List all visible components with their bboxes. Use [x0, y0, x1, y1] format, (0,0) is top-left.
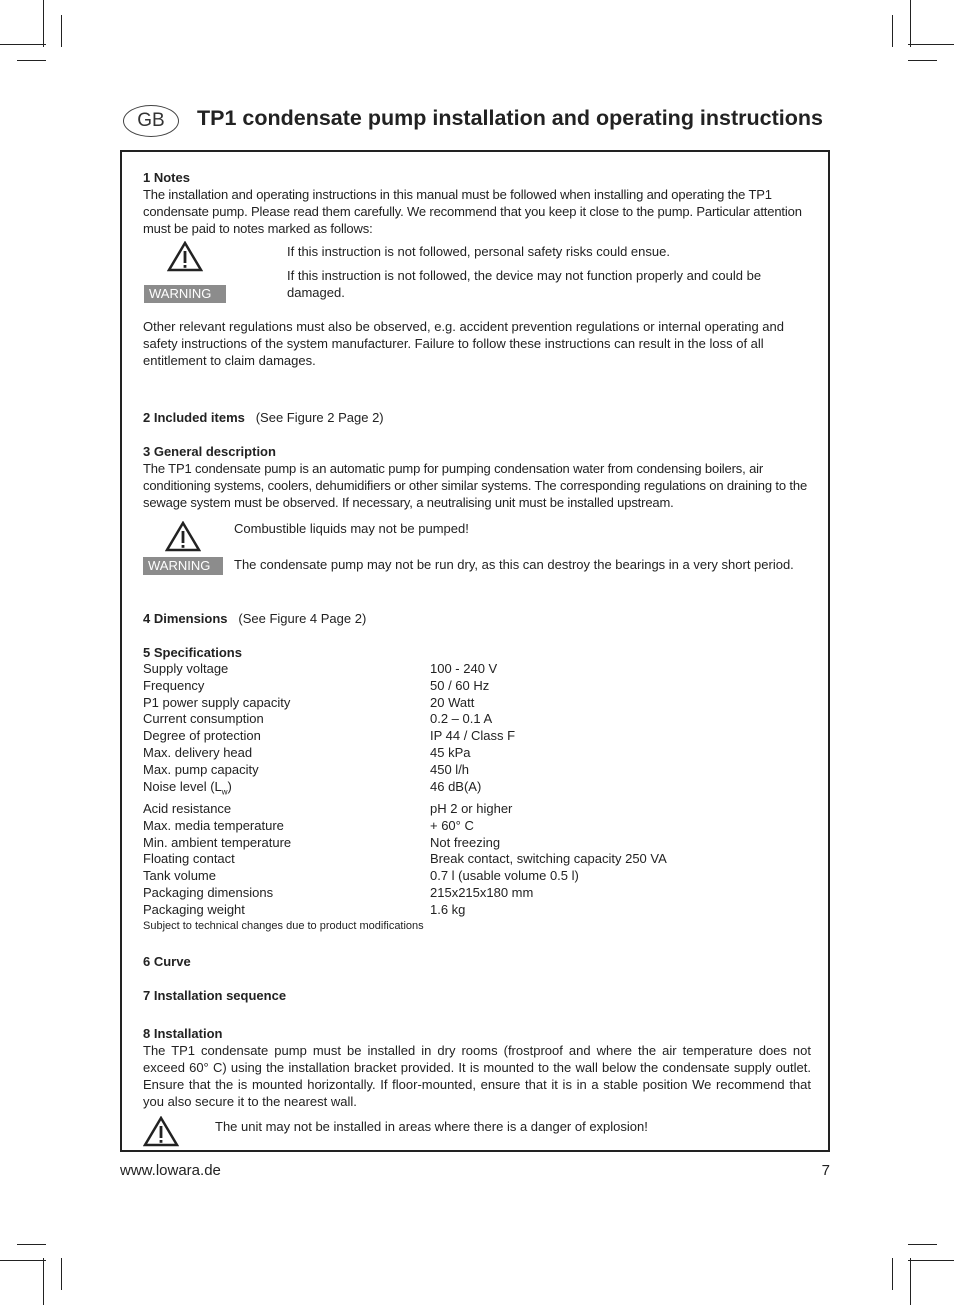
crop-mark — [908, 1260, 954, 1261]
spec-label: Frequency — [143, 677, 205, 693]
notes-other-regulations: Other relevant regulations must also be observed, e.g. accident prevention regulations or internal operating and safety instructions of the system manufacturer. Failure to follow these instructions can result in the loss of all entitlement to claim damages. — [143, 319, 784, 368]
spec-label: Packaging dimensions — [143, 884, 274, 900]
warning-box — [143, 511, 811, 591]
spec-label: Max. delivery head — [143, 744, 253, 760]
section-heading: 4 Dimensions — [143, 611, 228, 626]
spec-value: 20 Watt — [430, 694, 475, 710]
figure-reference: (See Figure 2 Page 2) — [255, 410, 384, 425]
spec-value: Break contact, switching capacity 250 VA — [430, 851, 667, 867]
page-number: 7 — [821, 1162, 830, 1179]
warning-label: WARNING — [144, 285, 226, 303]
specifications-table — [143, 661, 811, 919]
specifications-note: Subject to technical changes due to product modifications — [143, 919, 424, 932]
language-badge: GB — [123, 105, 179, 137]
warning-icon — [143, 1116, 179, 1147]
crop-mark — [43, 0, 44, 47]
installation-text: The TP1 condensate pump must be installed in dry rooms (frostproof and where the air temperature does not exceed 60° C) using the installation bracket provided. It is mounted to the wall below the condensate supply outlet. Ensure that the is mounted horizontally. If floor-mounted, ensure that it is in a stable position We recommend that you also secure it to the nearest wall. — [143, 1042, 811, 1109]
spec-value: 215x215x180 mm — [430, 884, 534, 900]
section-heading: 2 Included items — [143, 410, 245, 425]
crop-mark — [0, 44, 46, 45]
section-notes — [143, 169, 811, 369]
section-heading: 8 Installation — [143, 1025, 223, 1041]
warning-icon — [165, 521, 201, 552]
crop-mark — [17, 60, 46, 61]
section-heading-installation-sequence: 7 Installation sequence — [143, 987, 287, 1003]
spec-value: 45 kPa — [430, 744, 471, 760]
spec-label: Max. media temperature — [143, 817, 284, 833]
warning-text-combustible: Combustible liquids may not be pumped! — [234, 521, 469, 536]
spec-value: 0.2 – 0.1 A — [430, 711, 493, 727]
crop-mark — [17, 1244, 46, 1245]
section-general-description — [143, 443, 811, 591]
spec-label: Max. pump capacity — [143, 761, 259, 777]
section-installation — [143, 1025, 811, 1146]
crop-mark — [0, 1260, 46, 1261]
spec-label-end: ) — [227, 778, 232, 794]
warning-text-device: If this instruction is not followed, the device may not function properly and could be damaged. — [287, 268, 762, 300]
section-heading-curve: 6 Curve — [143, 953, 191, 969]
spec-label-noise — [143, 779, 430, 801]
warning-icon — [167, 241, 203, 272]
page-title: TP1 condensate pump installation and operating instructions — [197, 106, 823, 130]
crop-mark — [892, 1258, 893, 1290]
general-description-text: The TP1 condensate pump is an automatic pump for pumping condensation water from condensing boilers, air conditioning systems, coolers, dehumidifiers or other similar systems. The corresponding regulations on draining to the sewage system must be observed. If necessary, a neutralising unit must be installed upstream. — [143, 461, 808, 510]
spec-value: 1.6 kg — [430, 901, 466, 917]
section-specifications — [143, 644, 811, 934]
crop-mark — [43, 1258, 44, 1305]
section-heading: 1 Notes — [143, 170, 190, 185]
crop-mark — [61, 15, 62, 47]
figure-reference: (See Figure 4 Page 2) — [238, 611, 367, 626]
spec-label: Degree of protection — [143, 728, 261, 744]
warning-text-explosion: The unit may not be installed in areas where there is a danger of explosion! — [215, 1118, 648, 1134]
spec-value: + 60° C — [430, 817, 474, 833]
spec-label: Min. ambient temperature — [143, 834, 292, 850]
page-header — [123, 103, 843, 137]
warning-box — [143, 1110, 811, 1146]
warning-text-safety: If this instruction is not followed, personal safety risks could ensue. — [287, 244, 670, 259]
spec-value: IP 44 / Class F — [430, 728, 516, 744]
document-body — [143, 169, 811, 1146]
spec-label: P1 power supply capacity — [143, 694, 291, 710]
spec-value: 100 - 240 V — [430, 661, 498, 676]
warning-label: WARNING — [143, 557, 223, 575]
warning-text-dry-run: The condensate pump may not be run dry, as this can destroy the bearings in a very short period. — [234, 557, 794, 572]
spec-value: 50 / 60 Hz — [430, 677, 490, 693]
footer-website: www.lowara.de — [120, 1162, 221, 1179]
warning-box — [143, 237, 811, 311]
crop-mark — [908, 60, 937, 61]
notes-intro: The installation and operating instructions in this manual must be followed when installing and operating the TP1 condensate pump. Please read them carefully. We recommend that you keep it close to the pump. Particular attention must be paid to notes marked as follows: — [143, 187, 802, 236]
spec-value: 0.7 l (usable volume 0.5 l) — [430, 868, 579, 884]
spec-value: 450 l/h — [430, 761, 470, 777]
spec-label: Noise level (L — [143, 778, 222, 794]
crop-mark — [908, 44, 954, 45]
spec-label: Packaging weight — [143, 901, 245, 917]
crop-mark — [910, 0, 911, 47]
spec-label: Floating contact — [143, 851, 235, 867]
spec-label: Supply voltage — [143, 661, 229, 676]
section-included-items — [143, 409, 811, 426]
spec-label-subscript: w — [221, 787, 228, 797]
crop-mark — [910, 1258, 911, 1305]
section-dimensions — [143, 610, 811, 627]
section-heading: 5 Specifications — [143, 645, 242, 660]
spec-value: 46 dB(A) — [430, 778, 482, 794]
spec-label: Current consumption — [143, 711, 264, 727]
spec-value: pH 2 or higher — [430, 800, 513, 816]
spec-value: Not freezing — [430, 834, 501, 850]
crop-mark — [892, 15, 893, 47]
crop-mark — [61, 1258, 62, 1290]
crop-mark — [908, 1244, 937, 1245]
spec-label: Acid resistance — [143, 800, 232, 816]
section-heading: 3 General description — [143, 444, 276, 459]
spec-label: Tank volume — [143, 868, 216, 884]
